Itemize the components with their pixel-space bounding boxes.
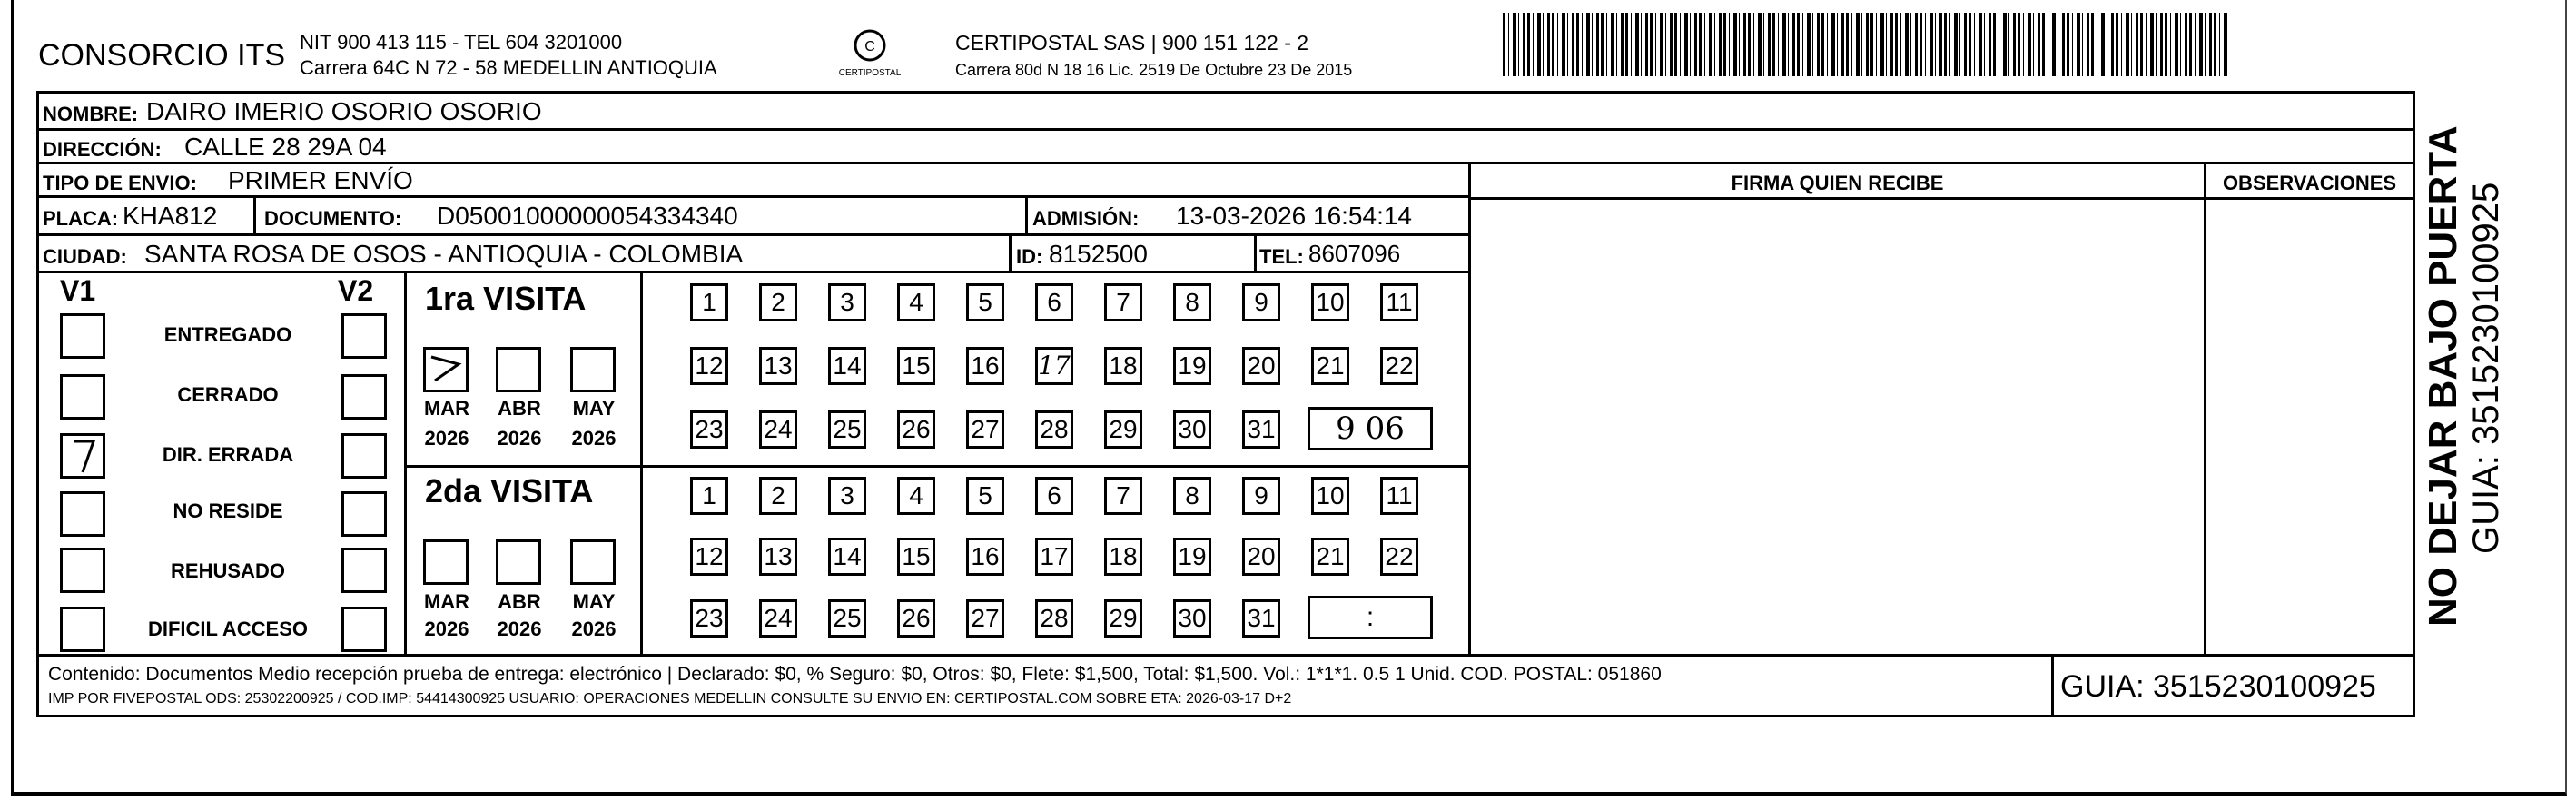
row-placa xyxy=(36,195,1471,236)
second-visit-day-25[interactable]: 25 xyxy=(828,599,866,638)
first-visit-day-6[interactable]: 6 xyxy=(1035,283,1073,321)
second-visit-day-18[interactable]: 18 xyxy=(1104,538,1142,576)
admision-value: 13-03-2026 16:54:14 xyxy=(1176,202,1412,230)
first-visit-day-27[interactable]: 27 xyxy=(966,410,1004,449)
status-dificil-acceso: DIFICIL ACCESO xyxy=(147,618,308,640)
certi-line1: CERTIPOSTAL SAS | 900 151 122 - 2 xyxy=(955,31,1309,54)
v1-dir-errada-checkbox[interactable] xyxy=(60,433,105,479)
v1-entregado-checkbox[interactable] xyxy=(60,313,105,359)
direccion-label: DIRECCIÓN: xyxy=(43,138,162,161)
second-visit-day-8[interactable]: 8 xyxy=(1173,477,1211,515)
check-mark-icon xyxy=(426,350,466,390)
tipo-label: TIPO DE ENVIO: xyxy=(43,172,197,194)
first-visit-day-26[interactable]: 26 xyxy=(897,410,935,449)
second-visit-day-26[interactable]: 26 xyxy=(897,599,935,638)
observaciones-box[interactable] xyxy=(2204,162,2415,657)
second-visit-day-19[interactable]: 19 xyxy=(1173,538,1211,576)
v2-entregado-checkbox[interactable] xyxy=(341,313,387,359)
v2-dificil-acceso-checkbox[interactable] xyxy=(341,607,387,652)
first-visit-day-19[interactable]: 19 xyxy=(1173,347,1211,385)
barcode xyxy=(1503,13,2229,76)
check-mark-icon xyxy=(63,436,103,476)
second-visit-day-16[interactable]: 16 xyxy=(966,538,1004,576)
placa-value: KHA812 xyxy=(123,202,218,230)
row-tipo xyxy=(36,162,1471,198)
second-month-label-may: MAY xyxy=(572,590,616,613)
second-visit-day-10[interactable]: 10 xyxy=(1311,477,1349,515)
id-value: 8152500 xyxy=(1049,240,1149,268)
first-visit-day-4[interactable]: 4 xyxy=(897,283,935,321)
firma-label: FIRMA QUIEN RECIBE xyxy=(1731,172,1944,194)
first-month-may-checkbox[interactable] xyxy=(570,347,616,392)
second-visit-day-4[interactable]: 4 xyxy=(897,477,935,515)
first-month-label-abr: ABR xyxy=(498,397,541,420)
first-visit-day-22[interactable]: 22 xyxy=(1380,347,1418,385)
second-month-label-abr: ABR xyxy=(498,590,541,613)
second-visit-day-28[interactable]: 28 xyxy=(1035,599,1073,638)
documento-label: DOCUMENTO: xyxy=(264,207,402,230)
status-no-reside: NO RESIDE xyxy=(173,499,283,522)
footer-guia: GUIA: 3515230100925 xyxy=(2060,669,2376,704)
second-visit-day-7[interactable]: 7 xyxy=(1104,477,1142,515)
second-year-label: 2026 xyxy=(571,618,617,640)
second-year-label: 2026 xyxy=(424,618,469,640)
ciudad-label: CIUDAD: xyxy=(43,245,127,268)
second-visit-day-30[interactable]: 30 xyxy=(1173,599,1211,638)
v2-header: V2 xyxy=(338,274,374,307)
tel-label: TEL: xyxy=(1259,245,1304,268)
first-month-mar-checkbox[interactable] xyxy=(423,347,469,392)
footer-box xyxy=(36,654,2415,717)
v1-cerrado-checkbox[interactable] xyxy=(60,374,105,420)
second-visit-day-11[interactable]: 11 xyxy=(1380,477,1418,515)
second-visit-day-29[interactable]: 29 xyxy=(1104,599,1142,638)
second-visit-day-9[interactable]: 9 xyxy=(1242,477,1280,515)
row-direccion xyxy=(36,128,2415,164)
firma-box[interactable] xyxy=(1468,162,2206,657)
first-month-abr-checkbox[interactable] xyxy=(496,347,541,392)
v2-no-reside-checkbox[interactable] xyxy=(341,491,387,537)
certipostal-logo xyxy=(834,27,906,79)
second-visit-day-20[interactable]: 20 xyxy=(1242,538,1280,576)
second-visit-day-21[interactable]: 21 xyxy=(1311,538,1349,576)
second-visit-day-2[interactable]: 2 xyxy=(759,477,797,515)
first-visit-day-3[interactable]: 3 xyxy=(828,283,866,321)
first-visit-day-17[interactable]: 17 xyxy=(1035,347,1073,385)
id-label: ID: xyxy=(1016,245,1043,268)
nombre-label: NOMBRE: xyxy=(43,103,139,125)
second-visit-title: 2da VISITA xyxy=(425,472,594,509)
second-visit-day-15[interactable]: 15 xyxy=(897,538,935,576)
first-visit-day-8[interactable]: 8 xyxy=(1173,283,1211,321)
first-visit-day-1[interactable]: 1 xyxy=(690,283,728,321)
side-guia: GUIA: 3515230100925 xyxy=(2466,182,2506,554)
first-visit-day-13[interactable]: 13 xyxy=(759,347,797,385)
first-visit-day-14[interactable]: 14 xyxy=(828,347,866,385)
first-visit-day-31[interactable]: 31 xyxy=(1242,410,1280,449)
first-visit-day-12[interactable]: 12 xyxy=(690,347,728,385)
first-visit-day-25[interactable]: 25 xyxy=(828,410,866,449)
first-visit-day-5[interactable]: 5 xyxy=(966,283,1004,321)
company-nit: NIT 900 413 115 - TEL 604 3201000 xyxy=(300,31,623,54)
first-year-label: 2026 xyxy=(571,427,617,450)
footer-content-line: Contenido: Documentos Medio recepción prueba de entrega: electrónico | Declarado: $0, % Seguro: $0, Otros: $0, Flete: $1,500, Total: $1,500. Vol.: 1*1*1. 0.5 1 Unid. COD. POSTAL: 051860 xyxy=(48,664,1662,685)
tipo-value: PRIMER ENVÍO xyxy=(228,166,413,194)
second-visit-time[interactable]: : xyxy=(1308,596,1433,639)
second-visit-day-22[interactable]: 22 xyxy=(1380,538,1418,576)
first-visit-day-30[interactable]: 30 xyxy=(1173,410,1211,449)
second-visit-day-24[interactable]: 24 xyxy=(759,599,797,638)
second-visit-day-1[interactable]: 1 xyxy=(690,477,728,515)
second-visit-day-27[interactable]: 27 xyxy=(966,599,1004,638)
second-visit-day-3[interactable]: 3 xyxy=(828,477,866,515)
first-visit-time[interactable]: 9 06 xyxy=(1308,407,1433,450)
v2-cerrado-checkbox[interactable] xyxy=(341,374,387,420)
second-visit-day-5[interactable]: 5 xyxy=(966,477,1004,515)
first-visit-day-2[interactable]: 2 xyxy=(759,283,797,321)
svg-text:C: C xyxy=(864,39,875,54)
first-visit-day-23[interactable]: 23 xyxy=(690,410,728,449)
second-year-label: 2026 xyxy=(497,618,542,640)
tel-value: 8607096 xyxy=(1308,240,1401,267)
second-visit-day-31[interactable]: 31 xyxy=(1242,599,1280,638)
second-month-may-checkbox[interactable] xyxy=(570,539,616,585)
second-month-label-mar: MAR xyxy=(423,590,470,613)
v1-header: V1 xyxy=(60,274,96,307)
first-month-label-may: MAY xyxy=(572,397,616,420)
v1-rehusado-checkbox[interactable] xyxy=(60,548,105,593)
logo-text: CERTIPOSTAL xyxy=(838,68,902,78)
second-month-mar-checkbox[interactable] xyxy=(423,539,469,585)
v1-dificil-acceso-checkbox[interactable] xyxy=(60,607,105,652)
first-month-label-mar: MAR xyxy=(423,397,470,420)
status-dir-errada: DIR. ERRADA xyxy=(162,443,294,466)
placa-label: PLACA: xyxy=(43,207,119,230)
first-visit-day-20[interactable]: 20 xyxy=(1242,347,1280,385)
first-visit-day-24[interactable]: 24 xyxy=(759,410,797,449)
first-visit-day-10[interactable]: 10 xyxy=(1311,283,1349,321)
certi-line2: Carrera 80d N 18 16 Lic. 2519 De Octubre 23 De 2015 xyxy=(955,61,1353,79)
first-visit-day-7[interactable]: 7 xyxy=(1104,283,1142,321)
observaciones-label: OBSERVACIONES xyxy=(2222,172,2397,194)
first-year-label: 2026 xyxy=(424,427,469,450)
status-entregado: ENTREGADO xyxy=(163,323,292,346)
first-visit-day-11[interactable]: 11 xyxy=(1380,283,1418,321)
logo-icon xyxy=(852,27,888,64)
first-visit-day-21[interactable]: 21 xyxy=(1311,347,1349,385)
row-ciudad xyxy=(36,233,1471,273)
nombre-value: DAIRO IMERIO OSORIO OSORIO xyxy=(146,97,542,125)
row-nombre xyxy=(36,91,2415,131)
first-year-label: 2026 xyxy=(497,427,542,450)
status-rehusado: REHUSADO xyxy=(171,559,285,582)
first-visit-day-16[interactable]: 16 xyxy=(966,347,1004,385)
second-visit-day-12[interactable]: 12 xyxy=(690,538,728,576)
second-visit-day-14[interactable]: 14 xyxy=(828,538,866,576)
first-visit-title: 1ra VISITA xyxy=(425,280,587,317)
company-address: Carrera 64C N 72 - 58 MEDELLIN ANTIOQUIA xyxy=(300,56,717,79)
second-visit-day-17[interactable]: 17 xyxy=(1035,538,1073,576)
second-visit-day-23[interactable]: 23 xyxy=(690,599,728,638)
second-month-abr-checkbox[interactable] xyxy=(496,539,541,585)
company-name: CONSORCIO ITS xyxy=(38,38,286,73)
ciudad-value: SANTA ROSA DE OSOS - ANTIOQUIA - COLOMBIA xyxy=(144,240,744,268)
status-cerrado: CERRADO xyxy=(177,383,279,406)
v1-no-reside-checkbox[interactable] xyxy=(60,491,105,537)
direccion-value: CALLE 28 29A 04 xyxy=(184,133,387,161)
first-visit-day-9[interactable]: 9 xyxy=(1242,283,1280,321)
first-visit-day-18[interactable]: 18 xyxy=(1104,347,1142,385)
footer-impression-line: IMP POR FIVEPOSTAL ODS: 25302200925 / COD.IMP: 54414300925 USUARIO: OPERACIONES MEDELLIN CONSULTE SU ENVIO EN: CERTIPOSTAL.COM SOBRE ETA: 2026-03-17 D+2 xyxy=(48,691,1292,707)
v2-rehusado-checkbox[interactable] xyxy=(341,548,387,593)
second-visit-day-6[interactable]: 6 xyxy=(1035,477,1073,515)
first-visit-day-28[interactable]: 28 xyxy=(1035,410,1073,449)
first-visit-day-15[interactable]: 15 xyxy=(897,347,935,385)
first-visit-day-29[interactable]: 29 xyxy=(1104,410,1142,449)
documento-value: D05001000000054334340 xyxy=(437,202,738,230)
side-warning: NO DEJAR BAJO PUERTA xyxy=(2421,125,2465,627)
second-visit-day-13[interactable]: 13 xyxy=(759,538,797,576)
admision-label: ADMISIÓN: xyxy=(1032,207,1140,230)
v2-dir-errada-checkbox[interactable] xyxy=(341,433,387,479)
